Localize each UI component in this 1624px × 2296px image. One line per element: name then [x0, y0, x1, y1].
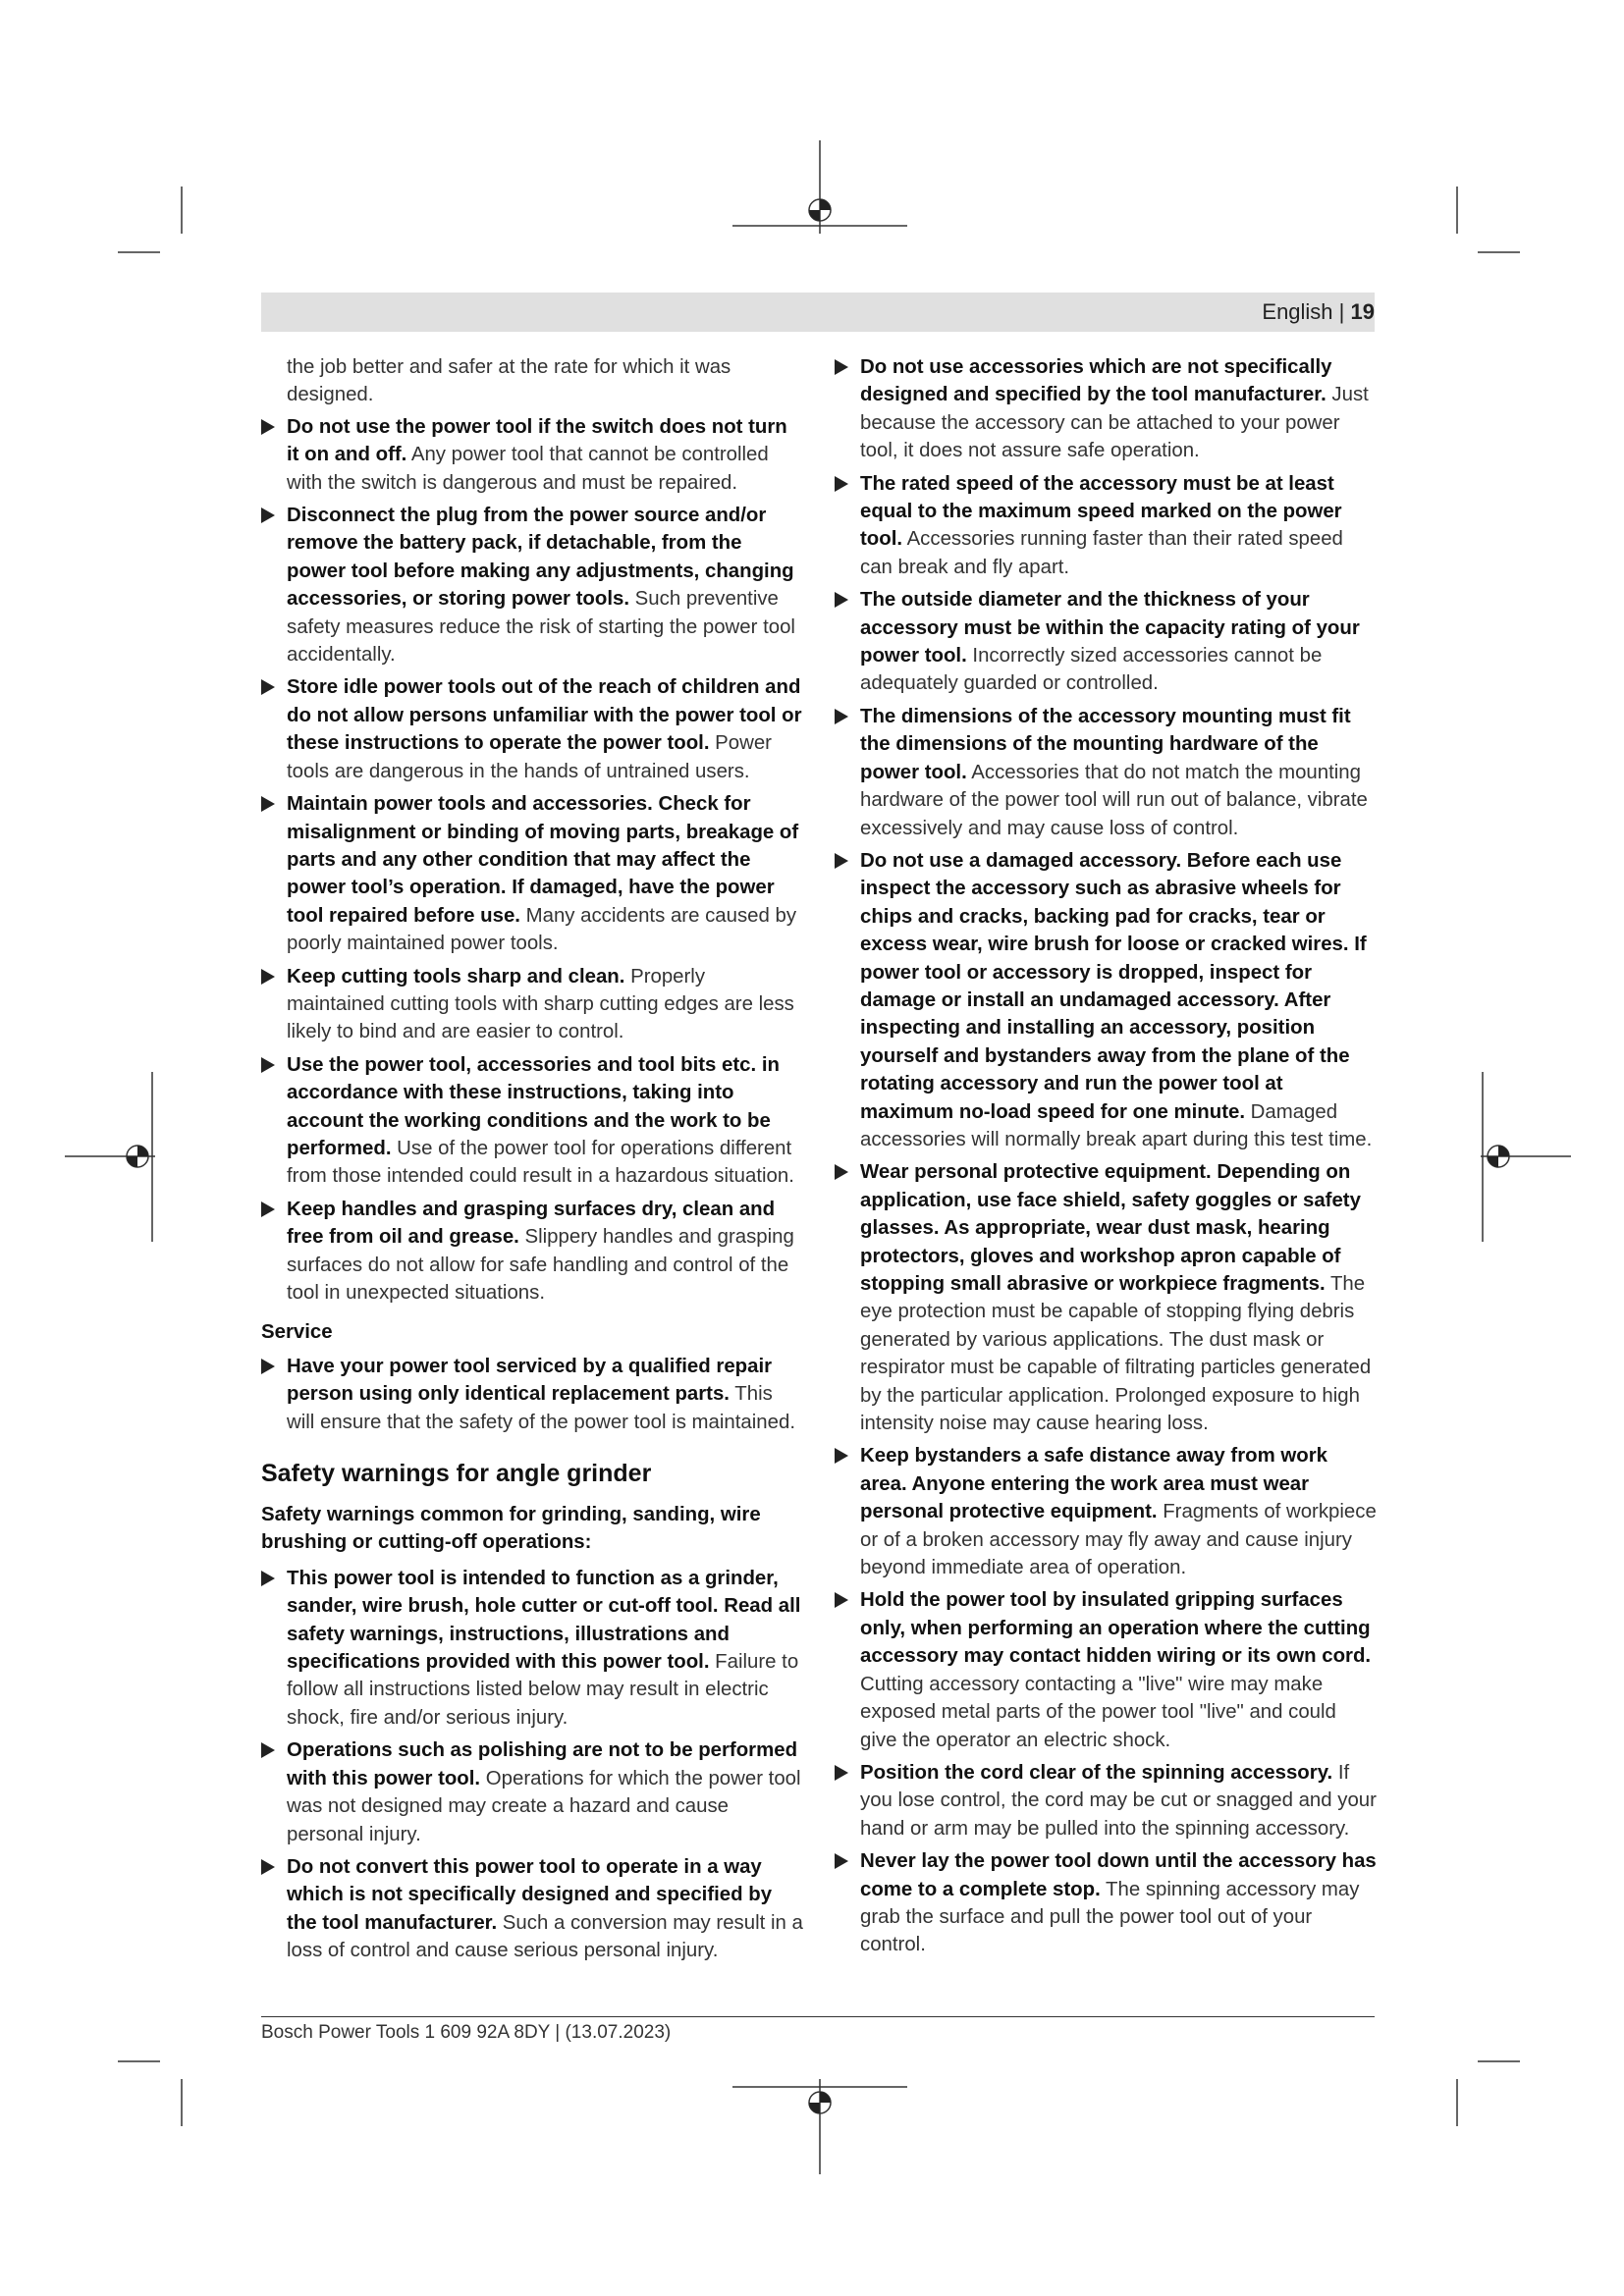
- right-column: [835, 353, 1378, 1964]
- bullet-arrow-icon: [835, 709, 848, 724]
- list-item: Have your power tool serviced by a qualified repair person using only identical replacement parts. This will ensure that the safety of the power tool is maintained.: [261, 1353, 804, 1436]
- bullet-arrow-icon: [261, 1859, 275, 1875]
- list-item: Never lay the power tool down until the accessory has come to a complete stop. The spinning accessory may grab the surface and pull the power tool out of your control.: [835, 1847, 1378, 1959]
- bullet-list-service: [261, 1353, 804, 1436]
- list-item: Do not use the power tool if the switch does not turn it on and off. Any power tool that cannot be controlled with the switch is dangerous and must be repaired.: [261, 413, 804, 497]
- bullet-arrow-icon: [261, 679, 275, 695]
- bullet-list-accessories: [835, 353, 1378, 1959]
- list-item: The rated speed of the accessory must be at least equal to the maximum speed marked on the power tool. Accessories running faster than their rated speed can break and fly apart.: [835, 470, 1378, 582]
- bullet-arrow-icon: [261, 1571, 275, 1586]
- list-item: Maintain power tools and accessories. Check for misalignment or binding of moving parts, breakage of parts and any other condition that may affect the power tool’s operation. If damaged, have the power tool repaired before use. Many accidents are caused by poorly maintained power tools.: [261, 790, 804, 957]
- header-language: English: [1262, 299, 1333, 324]
- continuation-text: the job better and safer at the rate for which it was designed.: [287, 356, 731, 406]
- list-item: Do not convert this power tool to operate in a way which is not specifically designed and specified by the tool manufacturer. Such a conversion may result in a loss of control and cause serious personal injury.: [261, 1853, 804, 1965]
- list-item: The outside diameter and the thickness of your accessory must be within the capacity rating of your power tool. Incorrectly sized accessories cannot be adequately guarded or controlled.: [835, 586, 1378, 698]
- header-separator: |: [1338, 299, 1345, 324]
- page-header-band: [261, 293, 1375, 332]
- page-header: [1262, 298, 1375, 326]
- bullet-list-grinder: [261, 1565, 804, 1965]
- list-item: This power tool is intended to function as a grinder, sander, wire brush, hole cutter or cut-off tool. Read all safety warnings, instructions, illustrations and specifications provided with this power tool. Failure to follow all instructions listed below may result in electric shock, fire and/or serious injury.: [261, 1565, 804, 1732]
- bullet-arrow-icon: [835, 1765, 848, 1781]
- footer-rule: [261, 2016, 1375, 2017]
- list-item: Operations such as polishing are not to be performed with this power tool. Operations for which the power tool was not designed may create a hazard and cause personal injury.: [261, 1736, 804, 1848]
- list-item: Store idle power tools out of the reach of children and do not allow persons unfamiliar with the power tool or these instructions to operate the power tool. Power tools are dangerous in the hands of untrained users.: [261, 673, 804, 785]
- bullet-arrow-icon: [835, 1592, 848, 1608]
- list-item: Do not use accessories which are not specifically designed and specified by the tool manufacturer. Just because the accessory can be attached to your power tool, it does not assure safe operation.: [835, 353, 1378, 465]
- bullet-arrow-icon: [261, 507, 275, 523]
- list-item: Keep bystanders a safe distance away from work area. Anyone entering the work area must wear personal protective equipment. Fragments of workpiece or of a broken accessory may fly away and cause injury beyond immediate area of operation.: [835, 1442, 1378, 1581]
- bullet-arrow-icon: [835, 359, 848, 375]
- bullet-arrow-icon: [261, 1742, 275, 1758]
- list-item: Do not use a damaged accessory. Before each use inspect the accessory such as abrasive wheels for chips and cracks, backing pad for cracks, tear or excess wear, wire brush for loose or cracked wires. If power tool or accessory is dropped, inspect for damage or install an undamaged accessory. After inspecting and installing an accessory, position yourself and bystanders away from the plane of the rotating accessory and run the power tool at maximum no-load speed for one minute. Damaged accessories will normally break apart during this test time.: [835, 847, 1378, 1153]
- section-subtitle: Safety warnings common for grinding, sanding, wire brushing or cutting-off operations:: [261, 1504, 761, 1554]
- list-item: Keep cutting tools sharp and clean. Properly maintained cutting tools with sharp cutting edges are less likely to bind and are easier to control.: [261, 963, 804, 1046]
- bullet-arrow-icon: [835, 476, 848, 492]
- list-item: Disconnect the plug from the power source and/or remove the battery pack, if detachable, from the power tool before making any adjustments, changing accessories, or storing power tools. Such preventive safety measures reduce the risk of starting the power tool accidentally.: [261, 502, 804, 668]
- page-number: 19: [1350, 299, 1375, 324]
- list-item: Wear personal protective equipment. Depending on application, use face shield, safety goggles or safety glasses. As appropriate, wear dust mask, hearing protectors, gloves and workshop apron capable of stopping small abrasive or workpiece fragments. The eye protection must be capable of stopping flying debris generated by various applications. The dust mask or respirator must be capable of filtrating particles generated by the particular application. Prolonged exposure to high intensity noise may cause hearing loss.: [835, 1158, 1378, 1437]
- section-title: Safety warnings for angle grinder: [261, 1460, 652, 1488]
- bullet-arrow-icon: [835, 853, 848, 869]
- service-heading: Service: [261, 1321, 333, 1344]
- bullet-arrow-icon: [261, 796, 275, 812]
- bullet-arrow-icon: [835, 1853, 848, 1869]
- list-item: Keep handles and grasping surfaces dry, clean and free from oil and grease. Slippery handles and grasping surfaces do not allow for safe handling and control of the tool in unexpected situations.: [261, 1196, 804, 1308]
- bullet-arrow-icon: [261, 1201, 275, 1217]
- bullet-arrow-icon: [835, 592, 848, 608]
- left-column: [261, 353, 804, 1970]
- list-item: Hold the power tool by insulated gripping surfaces only, when performing an operation where the cutting accessory may contact hidden wiring or its own cord. Cutting accessory contacting a "live" wire may make exposed metal parts of the power tool "live" and could give the operator an electric shock.: [835, 1586, 1378, 1753]
- bullet-arrow-icon: [835, 1448, 848, 1464]
- list-item: Position the cord clear of the spinning accessory. If you lose control, the cord may be cut or snagged and your hand or arm may be pulled into the spinning accessory.: [835, 1759, 1378, 1842]
- bullet-arrow-icon: [261, 969, 275, 985]
- page-footer: Bosch Power Tools 1 609 92A 8DY | (13.07.2023): [261, 2022, 672, 2043]
- list-item: Use the power tool, accessories and tool bits etc. in accordance with these instructions, taking into account the working conditions and the work to be performed. Use of the power tool for operations different from those intended could result in a hazardous situation.: [261, 1051, 804, 1191]
- bullet-arrow-icon: [261, 419, 275, 435]
- bullet-list-general: [261, 413, 804, 1308]
- bullet-arrow-icon: [835, 1164, 848, 1180]
- bullet-arrow-icon: [261, 1057, 275, 1073]
- list-item: The dimensions of the accessory mounting must fit the dimensions of the mounting hardware of the power tool. Accessories that do not match the mounting hardware of the power tool will run out of balance, vibrate excessively and may cause loss of control.: [835, 703, 1378, 842]
- bullet-arrow-icon: [261, 1359, 275, 1374]
